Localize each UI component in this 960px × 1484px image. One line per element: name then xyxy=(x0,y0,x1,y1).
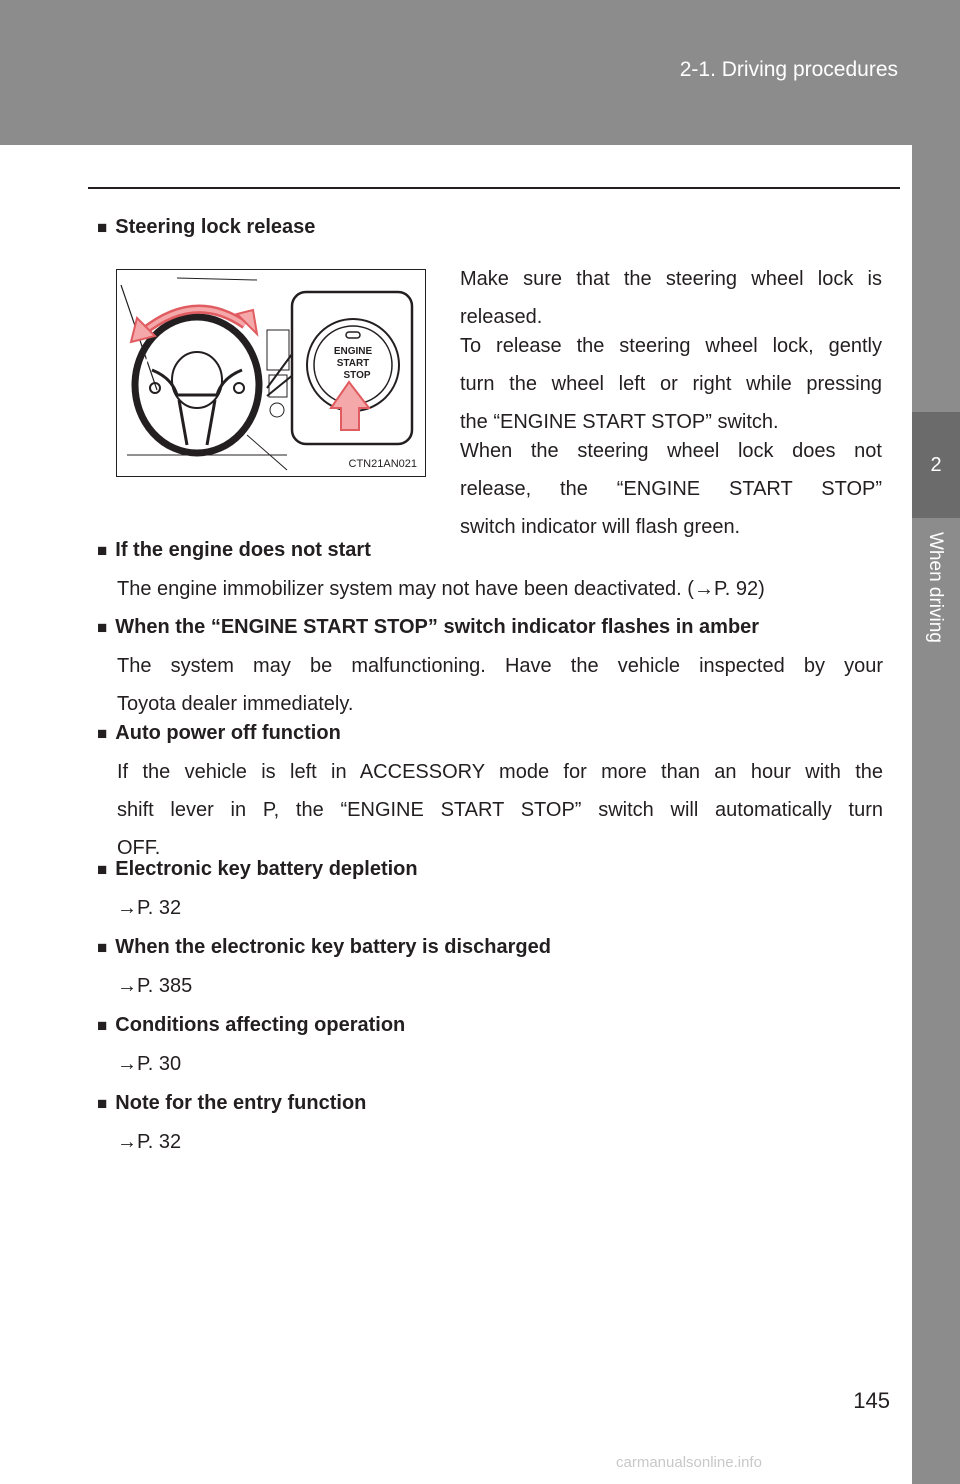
figure-caption: CTN21AN021 xyxy=(348,458,417,470)
discharged-ref: →P. 385 xyxy=(117,975,193,997)
entry-ref: →P. 32 xyxy=(117,1131,182,1153)
steering-paragraph-3: When the steering wheel lock does not release, the “ENGINE START STOP” switch indicator will flash green. xyxy=(460,440,882,538)
heading-text: Auto power off function xyxy=(115,722,341,744)
heading-auto-off xyxy=(97,722,341,745)
bullet-square-icon: ■ xyxy=(97,1015,108,1035)
watermark: carmanualsonline.info xyxy=(616,1454,762,1471)
chapter-tab-number: 2 xyxy=(912,412,960,518)
bullet-square-icon: ■ xyxy=(97,723,108,743)
engine-not-start-body: The engine immobilizer system may not have been deactivated. (→P. 92) xyxy=(117,578,765,600)
top-rule xyxy=(88,187,900,189)
conditions-ref: →P. 30 xyxy=(117,1053,182,1075)
button-label-start: START xyxy=(336,358,370,369)
bullet-square-icon: ■ xyxy=(97,859,108,879)
heading-conditions xyxy=(97,1014,405,1037)
button-label-stop: STOP xyxy=(343,370,371,381)
steering-illustration xyxy=(116,269,426,477)
heading-entry xyxy=(97,1092,366,1115)
button-label-engine: ENGINE xyxy=(333,346,373,357)
bullet-square-icon: ■ xyxy=(97,1093,108,1113)
section-title: 2-1. Driving procedures xyxy=(679,58,898,81)
chapter-tab-label: When driving xyxy=(925,532,946,643)
heading-text: If the engine does not start xyxy=(115,539,371,561)
heading-text: Conditions affecting operation xyxy=(115,1014,406,1036)
steering-paragraph-2: To release the steering wheel lock, gently turn the wheel left or right while pressing the “ENGINE START STOP” switch. xyxy=(460,335,882,433)
heading-text: Electronic key battery depletion xyxy=(115,858,418,880)
heading-text: When the “ENGINE START STOP” switch indicator flashes in amber xyxy=(115,616,760,638)
bullet-square-icon: ■ xyxy=(97,217,108,237)
auto-off-body: If the vehicle is left in ACCESSORY mode for more than an hour with the shift lever in P, the “ENGINE START STOP” switch will automatically turn OFF. xyxy=(117,761,883,859)
bullet-square-icon: ■ xyxy=(97,937,108,957)
heading-amber xyxy=(97,616,759,639)
page-number: 145 xyxy=(853,1388,890,1413)
heading-engine-not-start xyxy=(97,539,371,562)
amber-body: The system may be malfunctioning. Have the vehicle inspected by your Toyota dealer immediately. xyxy=(117,655,883,715)
depletion-ref: →P. 32 xyxy=(117,897,182,919)
steering-paragraph-1: Make sure that the steering wheel lock is released. xyxy=(460,268,882,328)
heading-steering-lock xyxy=(97,216,315,239)
heading-depletion xyxy=(97,858,418,881)
steering-wheel-icon xyxy=(117,270,424,475)
side-tab-bottom xyxy=(912,519,960,1484)
bullet-square-icon: ■ xyxy=(97,540,108,560)
heading-text: Steering lock release xyxy=(115,216,316,238)
heading-discharged xyxy=(97,936,551,959)
heading-text: Note for the entry function xyxy=(115,1092,367,1114)
heading-text: When the electronic key battery is discharged xyxy=(115,936,551,958)
bullet-square-icon: ■ xyxy=(97,617,108,637)
